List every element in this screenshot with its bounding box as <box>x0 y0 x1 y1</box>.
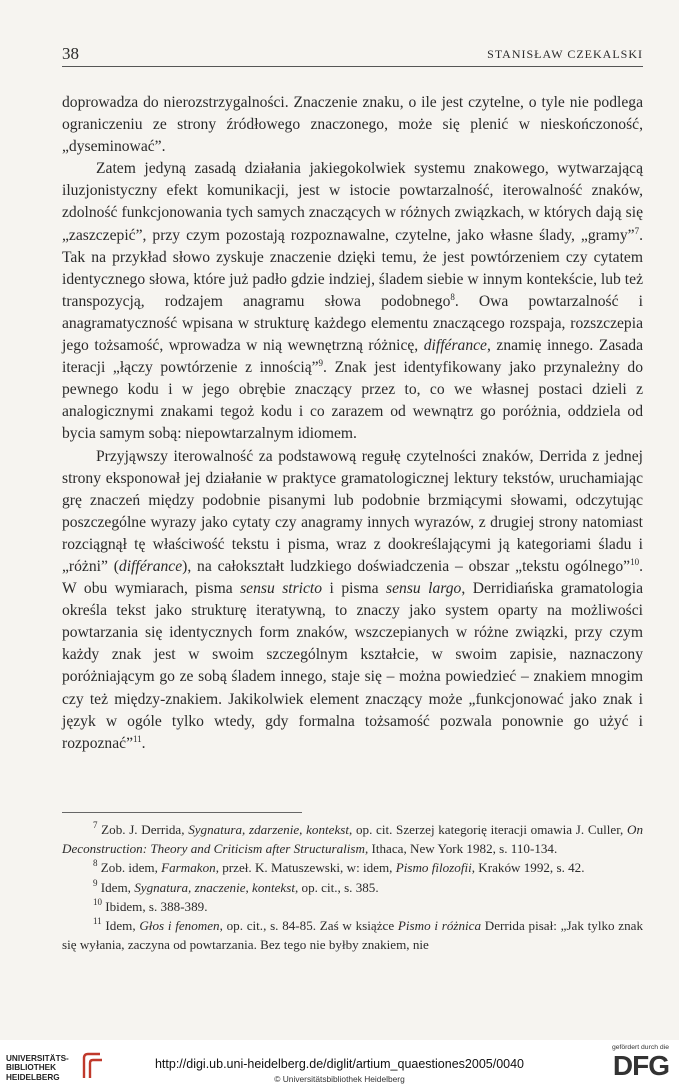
text-run: . Tak na przykład słowo zyskuje znaczenie dzięki temu, że jest powtórzeniem czy cytatem identycznego słowa, które już padło gdzie indziej, śladem siebie w innym kontekście, lub też transpozycją, rodzajem anagramu słowa podobnego <box>62 226 643 310</box>
italic-term: différance <box>118 557 183 575</box>
italic-title: Pismo filozofii <box>395 860 472 876</box>
text-run: . Owa powtarzalność i anagramatyczność wpisana w strukturę każdego elementu znaczącego rozspaja, rozszczepia jego tożsamość, wprowadza w nią wewnętrzną różnicę, <box>62 292 643 355</box>
text-run: ), na całokształt ludzkiego doświadczenia – obszar „tekstu ogólnego” <box>182 557 631 575</box>
footnote-number: 7 <box>93 820 98 830</box>
italic-title: Farmakon <box>161 860 216 876</box>
footnote-10 <box>62 897 643 916</box>
text-run: Idem, <box>101 918 140 934</box>
running-head: STANISŁAW CZEKALSKI <box>487 47 643 61</box>
footnote-number: 11 <box>93 916 102 927</box>
library-name-line: HEIDELBERG <box>6 1072 60 1082</box>
italic-term: sensu stricto <box>240 580 323 598</box>
italic-term: sensu largo <box>386 580 462 598</box>
text-run: , Kraków 1992, s. 42. <box>471 860 585 876</box>
text-run: i pisma <box>322 580 387 598</box>
footnote-8 <box>62 858 643 877</box>
footnote-ref-7: 7 <box>634 225 640 236</box>
italic-title: Sygnatura, znaczenie, kontekst <box>134 879 295 895</box>
text-run: Idem, <box>97 879 135 895</box>
footnote-ref-10: 10 <box>630 556 640 567</box>
paragraph-1 <box>62 92 643 158</box>
text-run: Ibidem, s. 388-389. <box>102 898 208 914</box>
dfg-wordmark: DFG <box>612 1050 669 1081</box>
footnote-9 <box>62 878 643 897</box>
text-run: , op. cit., s. 385. <box>294 879 379 895</box>
italic-title: On Deconstruction: Theory and Criticism after Structuralism <box>62 822 644 857</box>
footnote-number: 8 <box>93 858 98 869</box>
text-run: , op. cit. Szerzej kategorię iteracji omawia J. Culler, <box>349 822 627 837</box>
text-run: , znamię innego. Zasada iteracji „łączy powtórzenie z innością” <box>62 337 643 377</box>
text-run: , Derridiańska gramatologia określa tekst jako strukturę iteratywną, to znaczy jako system oparty na możliwości powtarzania się identycznych form znaków, wszczepianych w różne związki, przy czym każdy znak jest w swoim szczególnym kształcie, w swoim zapisie, naznaczony poróżniającym go ze sobą śladem innego, staje się – można powiedzieć – znakiem mnogim czy też między-znakiem. Jakikolwiek element znaczący może „funkcjonować jako znak i język w ogóle tylko wtedy, gdy formalna tożsamość pozwala ponownie go użyć i rozpoznać” <box>62 580 643 752</box>
text-run: , op. cit., s. 84-85. Zaś w książce <box>219 918 398 934</box>
italic-title: Pismo i różnica <box>397 918 482 934</box>
paragraph-3 <box>62 446 643 755</box>
page-number: 38 <box>62 44 79 63</box>
permalink-url[interactable]: http://digi.ub.uni-heidelberg.de/diglit/artium_quaestiones2005/0040 <box>154 1057 524 1071</box>
text-run: . Znak jest identyfikowany jako przynależny do pewnego kodu i w jego obrębie znaczący przez to, co we własnej postaci dzieli z analogicznymi znakami tegoż kodu i co zarazem od wewnątrz go poróżnia, oddziela od bycia samym sobą: niepowtarzalnym idiomem. <box>62 359 643 443</box>
text-run: Derrida pisał: „Jak tylko znak się wyłania, zaczyna od powtarzania. Bez tego nie byłby znakiem, nie <box>62 918 644 953</box>
dfg-logo <box>605 1044 669 1086</box>
text-run: , przeł. K. Matuszewski, w: idem, <box>215 860 396 876</box>
footnote-7 <box>62 820 643 858</box>
copyright-notice: © Universitätsbibliothek Heidelberg <box>274 1074 405 1084</box>
main-text <box>62 92 643 755</box>
italic-term: différance <box>423 337 487 355</box>
paragraph-2 <box>62 158 643 445</box>
italic-title: Głos i fenomen <box>139 918 220 934</box>
library-name-line: BIBLIOTHEK <box>6 1063 57 1073</box>
text-run: Zob. idem, <box>97 860 162 876</box>
footnote-11 <box>62 916 643 954</box>
footnote-ref-11: 11 <box>133 733 142 744</box>
digitization-footer <box>0 1040 679 1088</box>
library-name-line: UNIVERSITÄTS- <box>6 1054 69 1063</box>
footnote-number: 9 <box>93 877 98 888</box>
italic-title: Sygnatura, zdarzenie, kontekst <box>188 822 350 837</box>
footnotes <box>62 820 643 954</box>
text-run: . <box>141 734 146 752</box>
footnote-ref-9: 9 <box>318 358 324 369</box>
page-header <box>62 42 643 67</box>
dfg-tagline: gefördert durch die <box>611 1044 669 1051</box>
footnote-number: 10 <box>93 896 102 907</box>
footnote-separator <box>62 812 302 813</box>
text-run: Zatem jedyną zasadą działania jakiegokolwiek systemu znakowego, wytwarzającą iluzjonistyczny efekt komunikacji, jest w istocie powtarzalność, iterowalność znaków, zdolność funkcjonowania tych samych znaczących w różnych związkach, w których dają się „zaszczepić”, przy czym pozostają rozpoznawalne, czytelne, jako własne ślady, „gramy” <box>62 160 643 244</box>
paragraph-1-text: doprowadza do nierozstrzygalności. Znaczenie znaku, o ile jest czytelne, o tyle nie podlega ograniczeniu ze strony źródłowego znaczonego, może się plenić w nieskończoność, „dyseminować”. <box>62 94 643 156</box>
text-run: Zob. J. Derrida, <box>97 822 189 837</box>
text-run: Przyjąwszy iterowalność za podstawową regułę czytelności znaków, Derrida z jednej strony eksponował jej działanie w praktyce gramatologicznej lektury tekstów, uruchamiając grę znaczeń między podobnie pisanymi lub podobnie brzmiącymi słowami, odczytując poszczególne wyrazy jako cytaty czy anagramy innych wyrazów, z drugiej strony natomiast rozciągnął tę właściwość tekstu i pisma, wraz z dookreślającymi ją kategoriami śladu i „różni” ( <box>62 447 643 575</box>
text-run: . W obu wymiarach, pisma <box>62 557 643 598</box>
footnote-ref-8: 8 <box>450 291 455 302</box>
text-run: , Ithaca, New York 1982, s. 110-134. <box>364 841 558 857</box>
